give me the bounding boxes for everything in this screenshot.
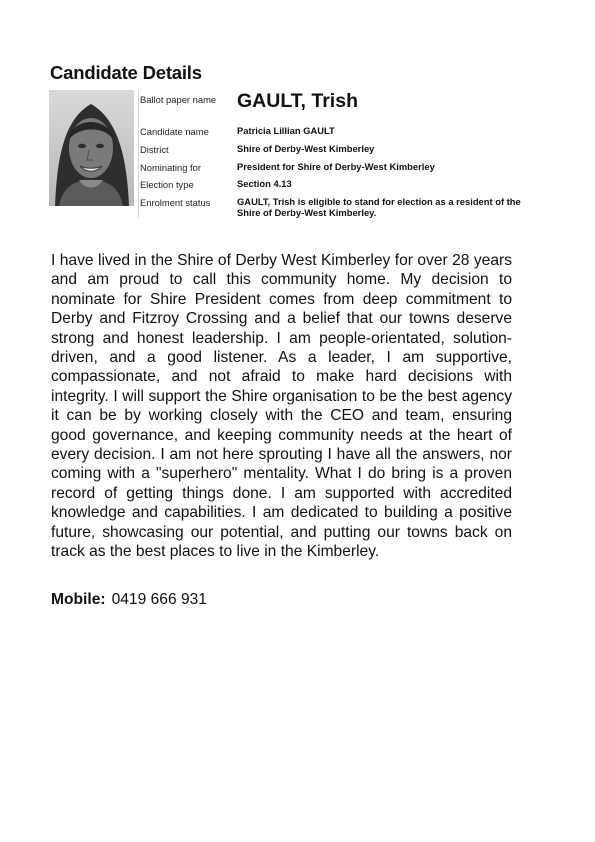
mobile-number: 0419 666 931 — [111, 591, 207, 608]
candidate-name-label: Candidate name — [139, 118, 238, 144]
nominating-for-value: President for Shire of Derby-West Kimberley — [237, 160, 435, 172]
ballot-paper-name-label: Ballot paper name — [139, 90, 238, 118]
mobile-label: Mobile: — [51, 591, 106, 608]
enrolment-status-value: GAULT, Trish is eligible to stand for election as a resident of the Shire of Derby-West Kimberley. — [237, 196, 521, 218]
detail-row-nominating-for — [139, 162, 533, 180]
election-type-value: Section 4.13 — [237, 178, 292, 190]
detail-row-district — [139, 144, 533, 162]
candidate-photo — [49, 90, 134, 206]
district-value: Shire of Derby-West Kimberley — [237, 142, 375, 154]
enrolment-status-label: Enrolment status — [139, 197, 238, 218]
district-label: District — [139, 144, 238, 162]
ballot-paper-name-value: GAULT, Trish — [237, 90, 358, 112]
candidate-statement: I have lived in the Shire of Derby West Kimberley for over 28 years and am proud to call this community home. My decision to nominate for Shire President comes from deep commitment to Derby and Fitzroy Crossing and a belief that our towns deserve strong and honest leadership. I am people-orientated, solution-driven, and a good listener. As a leader, I am supportive, compassionate, and not afraid to make hard decisions with integrity. I will support the Shire organisation to be the best agency it can be by working closely with the CEO and team, ensuring good governance, and keeping community needs at the heart of every decision. I am not here sprouting I have all the answers, nor coming with a "superhero" mentality. What I do bring is a proven record of getting things done. I am supported with accredited knowledge and capabilities. I am dedicated to building a positive future, showcasing our potential, and putting our towns back on track as the best places to live in the Kimberley. — [51, 252, 512, 561]
contact-mobile — [51, 591, 207, 609]
detail-row-enrolment-status — [139, 197, 533, 218]
nominating-for-label: Nominating for — [139, 162, 238, 180]
candidate-details-table — [138, 90, 533, 218]
election-type-label: Election type — [139, 179, 238, 197]
candidate-name-value: Patricia Lillian GAULT — [237, 125, 335, 136]
page-title: Candidate Details — [50, 62, 202, 83]
detail-row-ballot — [139, 90, 533, 118]
detail-row-candidate-name — [139, 118, 533, 144]
detail-row-election-type — [139, 179, 533, 197]
